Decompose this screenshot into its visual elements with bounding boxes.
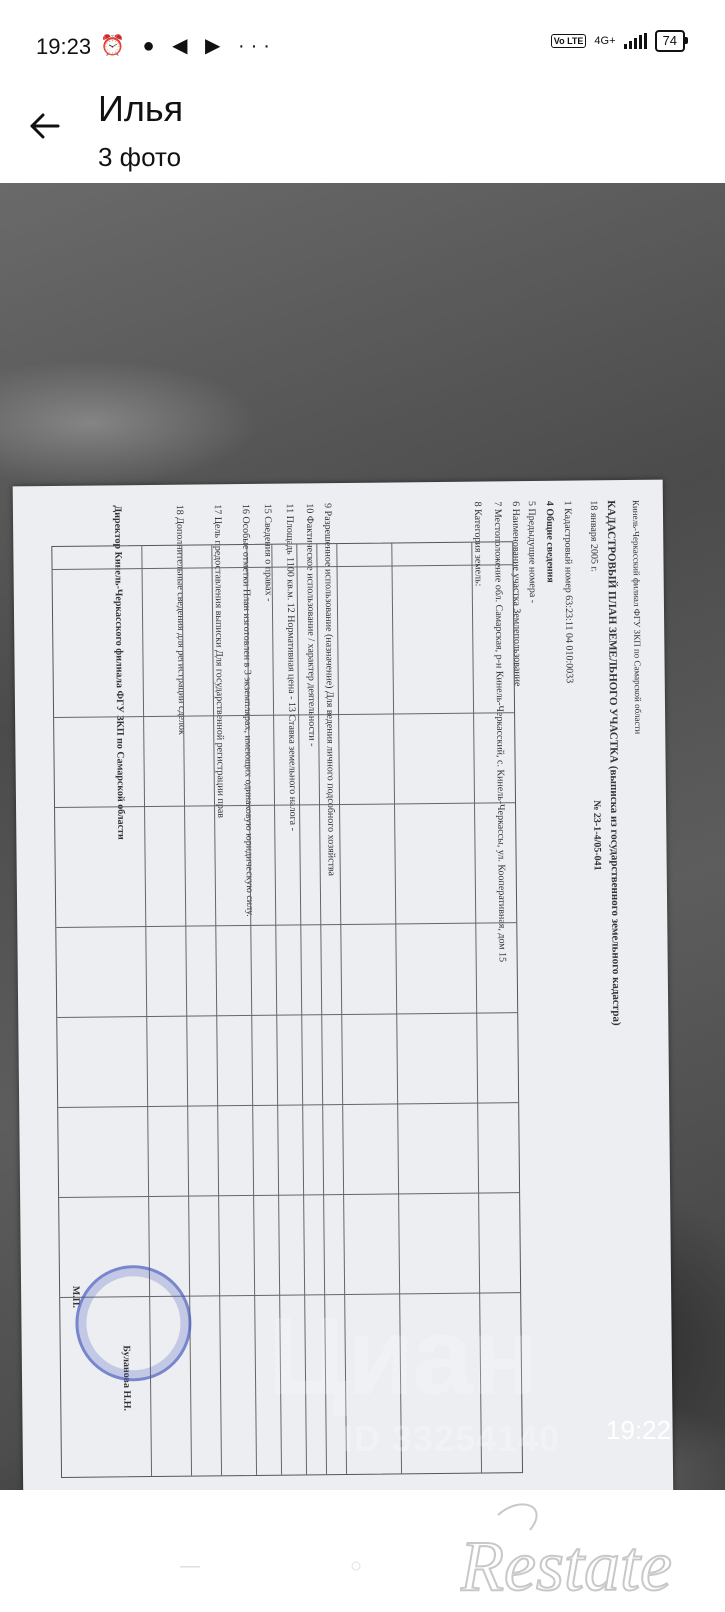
battery-icon: 74 — [655, 30, 685, 52]
document-row: 17 Цель предоставления выписки Для государственной регистрации прав — [211, 504, 227, 819]
restate-logo-text: Restate — [460, 1526, 672, 1605]
watermark-logo: Циан — [268, 1295, 536, 1418]
status-indicators — [551, 30, 685, 52]
status-time: 19:23 — [36, 34, 92, 59]
network-type: 4G+ — [594, 34, 616, 47]
document-row: 15 Сведения о правах - — [261, 503, 274, 602]
document-row: 16 Особые отметки План изготовлен в 3 экземплярах, имеющих одинаковую юридическую силу. — [239, 503, 256, 917]
document-date: 18 января 2005 г. — [587, 500, 600, 572]
document-row: 18 Дополнительные сведения для регистрации сделок — [173, 504, 188, 735]
document-row: 8 Категория земель: — [471, 501, 484, 587]
document-row: 7 Местоположение обл. Самарская, р-н Кинель-Черкасский, с. Кинель-Черкассы, ул. Кооперативная, дом 15 — [491, 501, 508, 963]
chat-title: Илья — [98, 88, 184, 129]
seal-stamp — [75, 1265, 192, 1382]
document-signer-name: Буланова Н.Н. — [120, 1345, 133, 1412]
photo-timestamp: 19:22 — [606, 1415, 672, 1445]
viewer-header — [0, 80, 725, 180]
document-org: Кинель-Черкасский филиал ФГУ ЗКП по Самарской области — [630, 499, 644, 735]
document-number: № 23-1-4/05-041 — [590, 800, 603, 871]
document-signer: Директор Кинель-Черкасского филиала ФГУ ЗКП по Самарской области — [111, 505, 127, 840]
circle-icon[interactable]: ○ — [350, 1555, 363, 1577]
notification-icons: ⏰ ● ◀ ▶ ··· — [100, 35, 276, 57]
back-button[interactable] — [24, 104, 68, 148]
document-heading: КАДАСТРОВЫЙ ПЛАН ЗЕМЕЛЬНОГО УЧАСТКА (выписка из государственного земельного кадастра) — [604, 500, 623, 1026]
document-row: 5 Предыдущие номера - — [525, 500, 538, 604]
document-row: 11 Площадь 1100 кв.м. 12 Нормативная цена - 13 Ставка земельного налога - — [283, 503, 299, 831]
document-row: 6 Наименование участка Землепользование — [509, 501, 523, 687]
document-seal-label: М.П. — [70, 1285, 82, 1309]
document-row: 9 Разрешенное использование (назначение) Для ведения личного подсобного хозяйства — [321, 503, 337, 877]
photo-count: 3 фото — [98, 142, 182, 172]
volte-icon: Vo LTE — [551, 34, 587, 48]
share-icon[interactable]: — — [180, 1555, 200, 1577]
watermark-id: ID 33254140 — [343, 1418, 561, 1459]
arrow-left-icon — [24, 104, 68, 148]
document-row: 4 Общие сведения — [543, 500, 556, 583]
document-row: 10 Фактическое использование / характер деятельности - — [303, 503, 318, 747]
photo-view[interactable] — [0, 183, 725, 1490]
document-row: 1 Кадастровый номер 63:23:11 04 010:0033 — [561, 500, 575, 684]
restate-logo — [460, 1485, 720, 1605]
status-bar — [0, 0, 725, 80]
signal-icon — [624, 33, 647, 49]
